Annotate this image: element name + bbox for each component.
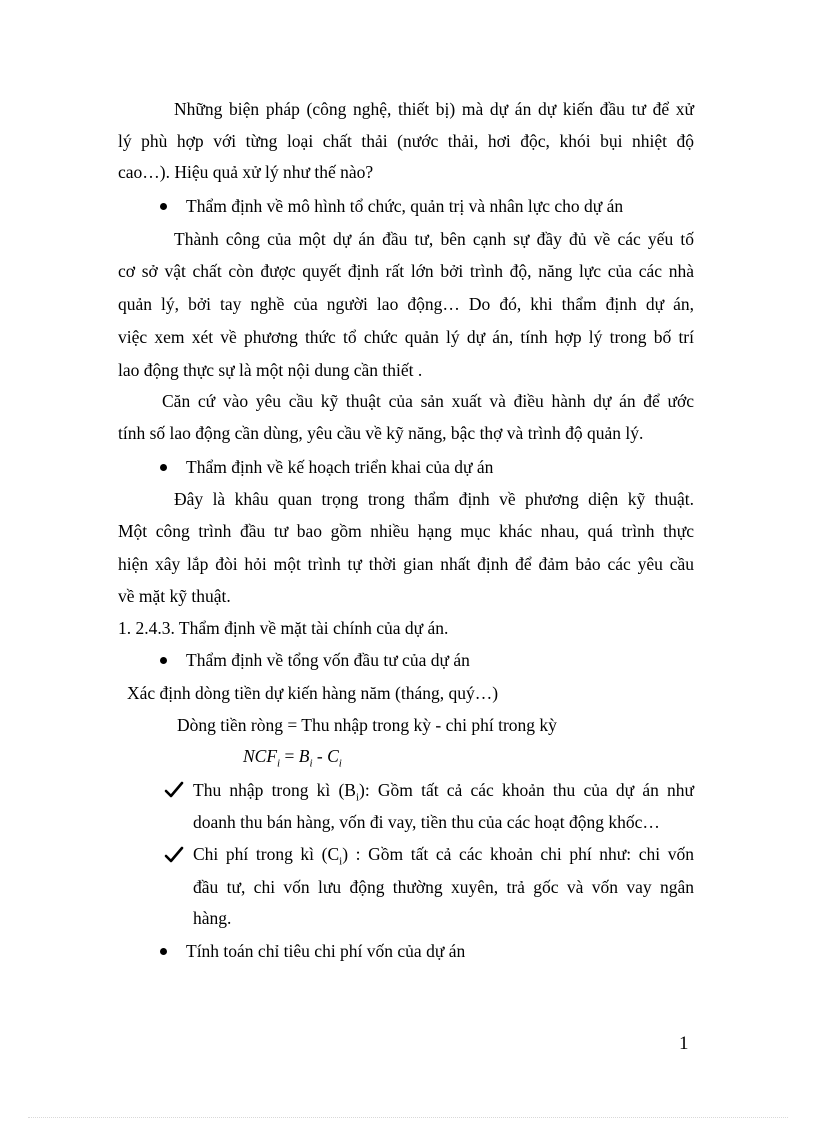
check-item-2-text-a: Chi phí trong kì (C [193,844,340,864]
paragraph-4-line-2: Một công trình đầu tư bao gồm nhiều hạng mục khác nhau, quá trình thực [118,521,694,541]
paragraph-2-line-3: quản lý, bởi tay nghề của người lao động… Do đó, khi thẩm định dự án, [118,294,694,314]
footer-divider [28,1117,788,1118]
bullet-icon [160,464,167,471]
check-item-2-line-3: hàng. [193,908,232,928]
formula-ncf-subscript: i [277,757,281,770]
formula-minus: - [312,746,328,766]
formula-c-subscript: i [338,757,342,770]
bullet-1-text: Thẩm định về mô hình tổ chức, quản trị và nhân lực cho dự án [186,196,624,216]
paragraph-4-line-3: hiện xây lắp đòi hỏi một trình tự thời gian nhất định để đảm bảo các yêu cầu [118,554,694,574]
check-item-1-subscript: i [355,791,360,804]
check-item-2-line-2: đầu tư, chi vốn lưu động thường xuyên, trả gốc và vốn vay ngân [193,877,694,897]
paragraph-2-line-4: việc xem xét về phương thức tổ chức quản lý dự án, tính hợp lý trong bố trí [118,327,694,347]
check-item-1-line-2: doanh thu bán hàng, vốn đi vay, tiền thu của các hoạt động khốc… [193,812,660,832]
check-item-2-line-1 [193,843,694,873]
bullet-icon [160,203,167,210]
bullet-2-text: Thẩm định về kế hoạch triển khai của dự án [186,457,494,477]
check-item-2-subscript: i [339,855,343,868]
formula-b-subscript: i [309,757,313,770]
paragraph-2-line-5: lao động thực sự là một nội dung cần thiết . [118,360,423,380]
formula-c: C [327,746,339,766]
paragraph-2-line-1: Thành công của một dự án đầu tư, bên cạnh sự đầy đủ về các yếu tố [174,229,694,249]
formula-ncf: NCF [243,746,278,766]
paragraph-4-line-1: Đây là khâu quan trọng trong thẩm định về phương diện kỹ thuật. [174,489,694,509]
paragraph-3-line-1: Căn cứ vào yêu cầu kỹ thuật của sản xuất và điều hành dự án để ước [162,391,694,411]
paragraph-4-line-4: về mặt kỹ thuật. [118,586,231,606]
cashflow-intro: Xác định dòng tiền dự kiến hàng năm (tháng, quý…) [127,683,499,703]
checkmark-icon [164,845,184,865]
formula-equals: = [280,746,299,766]
cashflow-definition: Dòng tiền ròng = Thu nhập trong kỳ - chi phí trong kỳ [177,715,557,735]
check-item-1-line-1 [193,779,694,809]
paragraph-3-line-2: tính số lao động cần dùng, yêu cầu về kỹ năng, bậc thợ và trình độ quản lý. [118,423,644,443]
paragraph-2-line-2: cơ sở vật chất còn được quyết định rất lớn bởi trình độ, năng lực của các nhà [118,261,694,281]
formula-b: B [298,746,310,766]
bullet-icon [160,948,167,955]
paragraph-1-line-1: Những biện pháp (công nghệ, thiết bị) mà dự án dự kiến đầu tư để xử [174,99,694,119]
ncf-formula [243,745,342,775]
bullet-3-text: Thẩm định về tổng vốn đầu tư của dự án [186,650,470,670]
section-heading: 1. 2.4.3. Thẩm định về mặt tài chính của dự án. [118,618,449,638]
bullet-4-text: Tính toán chỉ tiêu chi phí vốn của dự án [186,941,466,961]
check-item-1-text-a: Thu nhập trong kì (B [193,780,356,800]
bullet-icon [160,657,167,664]
checkmark-icon [164,780,184,800]
check-item-1-text-b: ): Gồm tất cả các khoản thu của dự án như [359,780,695,800]
paragraph-1-line-2: lý phù hợp với từng loại chất thải (nước thải, hơi độc, khói bụi nhiệt độ [118,131,694,151]
check-item-2-text-b: ) : Gồm tất cả các khoản chi phí như: chi vốn [342,844,694,864]
paragraph-1-line-3: cao…). Hiệu quả xử lý như thế nào? [118,162,374,182]
page-number: 1 [679,1033,689,1054]
